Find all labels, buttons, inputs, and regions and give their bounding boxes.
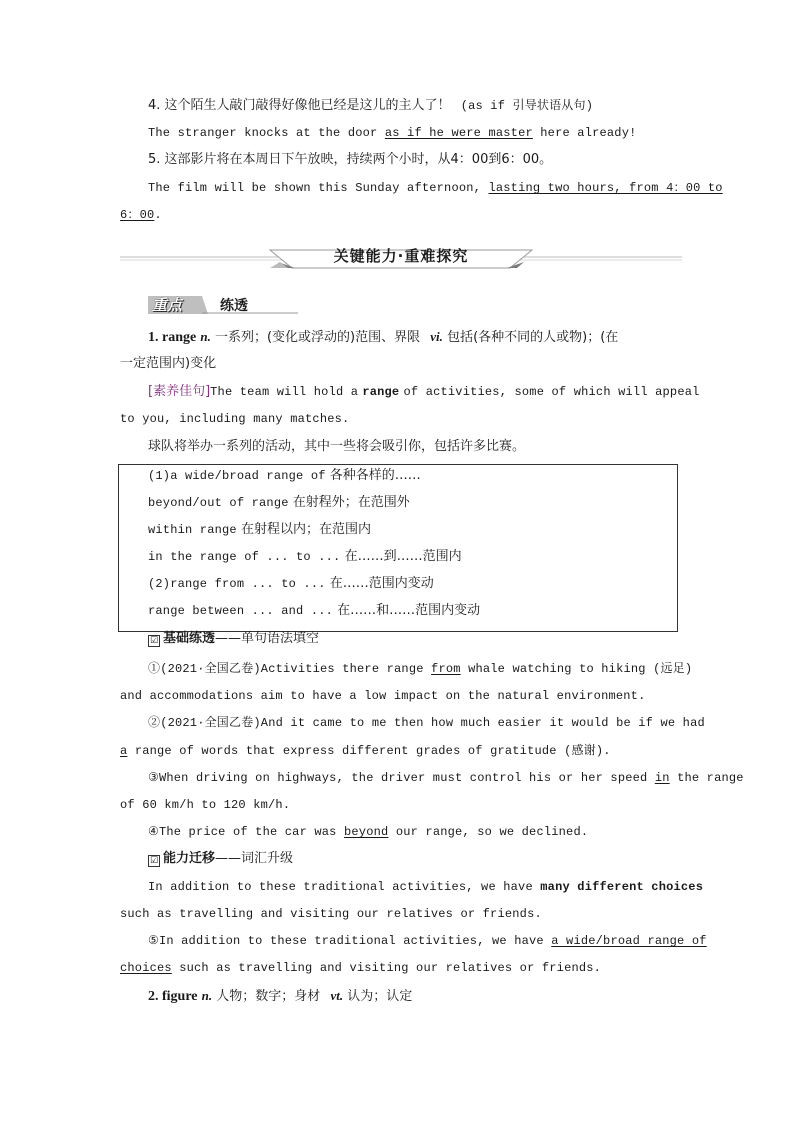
q1-text-end: whale watching to hiking (远足) <box>468 662 693 676</box>
phrase-row <box>148 466 421 486</box>
q2-text-end: range of words that express different grades of gratitude (感谢). <box>134 744 611 758</box>
focus-tag <box>148 294 308 316</box>
ability-s2-answer-part1: a wide/broad range of <box>551 934 707 948</box>
ability-s1-keyword: many different choices <box>540 880 704 894</box>
q3-text-start: ③When driving on highways, the driver must control his or her speed <box>148 771 648 785</box>
q2-answer: a <box>120 744 128 758</box>
section-banner <box>120 242 682 272</box>
q4-answer: beyond <box>344 825 389 839</box>
entry1-headword: 1. range <box>148 330 197 345</box>
entry2-pos-verb: vt. <box>330 988 344 1003</box>
entry2-headword: 2. figure <box>148 989 198 1004</box>
phrase-row <box>148 574 434 594</box>
item5-answer-part2: 6：00 <box>120 208 155 222</box>
phrase-row <box>148 547 462 567</box>
phrase-row <box>148 520 371 540</box>
phrase-en: range between ... and ... <box>148 604 334 618</box>
entry1-example-chinese: 球队将举办一系列的活动，其中一些将会吸引你，包括许多比赛。 <box>148 439 526 454</box>
entry2-pos-noun: n. <box>201 988 213 1003</box>
quality-sentence-tag: [素养佳句] <box>148 384 211 399</box>
entry1-example-keyword: range <box>362 385 400 399</box>
phrase-cn: 在射程外；在范围外 <box>292 495 410 510</box>
ability-s2-end: such as travelling and visiting our relatives or friends. <box>179 961 602 975</box>
entry1-headword-line <box>148 327 618 348</box>
phrase-en: in the range of ... to ... <box>148 550 341 564</box>
phrase-en: within range <box>148 523 237 537</box>
question-2: ②(2021·全国乙卷)And it came to me then how much easier it would be if we had <box>148 716 705 730</box>
ability-sentence-2-cont <box>120 958 601 978</box>
question-1-cont: and accommodations aim to have a low impact on the natural environment. <box>120 689 646 703</box>
phrase-cn: 在……范围内变动 <box>329 576 434 591</box>
q4-text-end: our range, so we declined. <box>395 825 589 839</box>
ability-s2-start: ⑤In addition to these traditional activities, we have <box>148 934 544 948</box>
item5-english-cont <box>120 205 162 225</box>
entry1-pos-noun: n. <box>200 329 211 344</box>
entry2-headword-line <box>148 986 412 1007</box>
item4-en-start: The stranger knocks at the door <box>148 126 378 140</box>
basic-practice-subtitle: ——单句语法填空 <box>215 631 320 646</box>
ability-sentence-1 <box>148 877 703 897</box>
entry1-example-start: The team will hold a <box>210 385 359 399</box>
entry2-def-verb: 认为；认定 <box>347 989 413 1004</box>
phrase-cn: 在……到……范围内 <box>344 549 462 564</box>
phrase-row <box>148 493 410 513</box>
phrase-cn: 在射程以内；在范围内 <box>240 522 371 537</box>
ability-s2-answer-part2: choices <box>120 961 172 975</box>
checkbox-icon: ☑ <box>149 856 159 866</box>
item4-answer: as if he were master <box>384 126 533 140</box>
entry1-def-cont: 一定范围内)变化 <box>120 356 217 371</box>
question-2-cont <box>120 741 611 761</box>
entry2-def-noun: 人物；数字；身材 <box>216 989 321 1004</box>
question-1 <box>148 659 692 679</box>
ability-sentence-2 <box>148 931 707 951</box>
ability-heading <box>148 849 293 869</box>
phrase-row <box>148 601 480 621</box>
phrase-cn: 各种各样的…… <box>329 468 421 483</box>
tag-label: 练透 <box>220 298 248 314</box>
phrase-en: beyond/out of range <box>148 496 289 510</box>
entry1-example-line2: to you, including many matches. <box>120 412 350 426</box>
entry1-example-line1 <box>148 382 700 402</box>
entry1-def-noun: 一系列；(变化或浮动的)范围、界限 <box>214 330 421 345</box>
question-3 <box>148 768 744 788</box>
tag-emphasis: 重点 <box>152 296 183 314</box>
banner-title: 关键能力·重难探究 <box>333 247 469 265</box>
phrase-en: (1)a wide/broad range of <box>148 469 326 483</box>
item5-en-start: The film will be shown this Sunday afternoon, <box>148 181 482 195</box>
entry1-example-mid: of activities, some of which will appeal <box>403 385 700 399</box>
q4-text-start: ④The price of the car was <box>148 825 337 839</box>
q1-answer: from <box>431 662 461 676</box>
ability-sentence-1-cont: such as travelling and visiting our relatives or friends. <box>120 907 542 921</box>
item5-chinese: 5. 这部影片将在本周日下午放映，持续两个小时，从4：00到6：00。 <box>148 152 553 167</box>
item4-chinese <box>148 96 593 116</box>
item4-en-end: here already! <box>540 126 637 140</box>
item4-cn-text: 4. 这个陌生人敲门敲得好像他已经是这儿的主人了！ <box>148 98 451 113</box>
question-4 <box>148 822 588 842</box>
item5-answer-part1: lasting two hours, from 4：00 to <box>488 181 723 195</box>
checkbox-icon: ☑ <box>149 636 159 646</box>
phrase-en: (2)range from ... to ... <box>148 577 326 591</box>
q1-text-start: ①(2021·全国乙卷)Activities there range <box>148 662 424 676</box>
entry1-def-verb: 包括(各种不同的人或物)；(在 <box>447 330 619 345</box>
item4-hint: (as if 引导状语从句) <box>460 99 594 113</box>
q3-answer: in <box>654 771 670 785</box>
q3-text-end: the range <box>677 771 744 785</box>
ability-title: 能力迁移 <box>163 851 216 866</box>
phrase-cn: 在……和……范围内变动 <box>337 603 481 618</box>
entry1-pos-verb: vi. <box>430 329 443 344</box>
item4-english <box>148 123 637 143</box>
question-3-cont: of 60 km/h to 120 km/h. <box>120 798 291 812</box>
item5-english <box>148 178 723 198</box>
ability-subtitle: ——词汇升级 <box>215 851 294 866</box>
ability-s1-start: In addition to these traditional activities, we have <box>148 880 533 894</box>
basic-practice-heading <box>148 629 319 649</box>
item5-period: . <box>154 208 162 222</box>
basic-practice-title: 基础练透 <box>163 631 216 646</box>
